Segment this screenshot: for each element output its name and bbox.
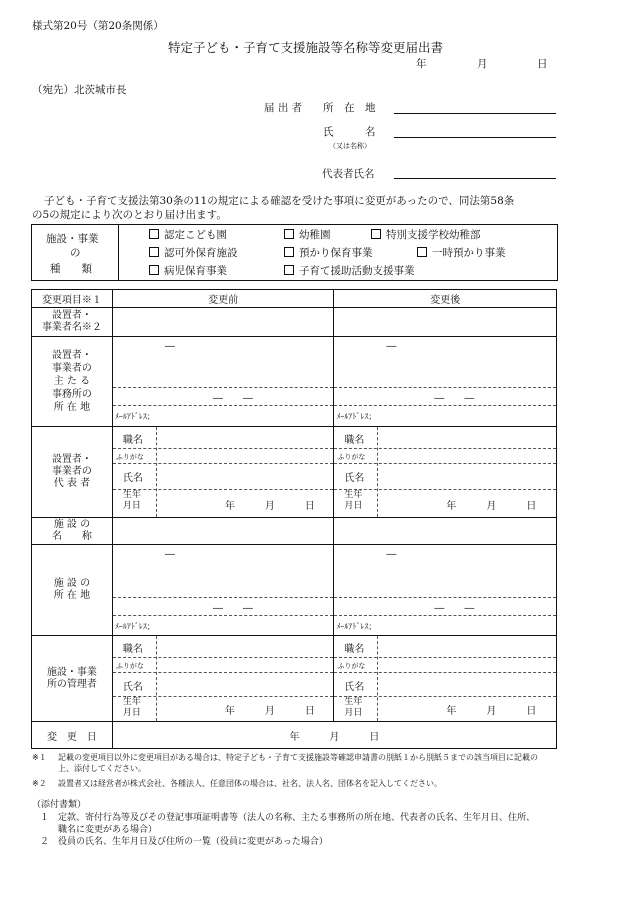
mail-label: ﾒｰﾙｱﾄﾞﾚｽ；: [114, 412, 155, 421]
option-ichiji[interactable]: [417, 245, 506, 260]
row-label-manager: 施設・事業 所の管理者: [32, 636, 113, 722]
row-label-name: 設置者・ 事業者名※２: [32, 308, 113, 337]
shimei-label: 氏名: [122, 682, 143, 693]
facility-type-label-1: 施設・事業: [46, 233, 99, 245]
phone-dash: ― ―: [434, 393, 475, 404]
option-azukari[interactable]: [284, 245, 373, 260]
phone-dash: ― ―: [434, 603, 475, 614]
cell-before-rep[interactable]: [113, 427, 334, 517]
name-input-line[interactable]: [394, 137, 556, 138]
address-input-line[interactable]: [394, 113, 556, 114]
mail-label: ﾒｰﾙｱﾄﾞﾚｽ；: [336, 622, 377, 631]
furigana-label: ふりがな: [115, 662, 144, 670]
checkbox-icon[interactable]: [149, 247, 159, 257]
birth-ymd: 年 月 日: [446, 706, 537, 717]
attachment-1-line-2: 職名に変更がある場合）: [58, 825, 158, 835]
birth-label: 生年 月日: [122, 490, 141, 511]
option-tokubetsu[interactable]: [371, 227, 481, 242]
cell-before-fac-addr[interactable]: [113, 545, 334, 635]
birth-label: 生年 月日: [344, 490, 363, 511]
cell-before-fac-name[interactable]: [112, 518, 334, 545]
postal-dash: ―: [386, 549, 397, 560]
option-label: 認定こども園: [164, 229, 227, 241]
birth-label: 生年 月日: [344, 697, 363, 718]
option-label: 特別支援学校幼稚部: [386, 229, 481, 241]
cell-before-address[interactable]: [113, 337, 334, 426]
intro-line-1: 子ども・子育て支援法第30条の11の規定による確認を受けた事項に変更があったので、同法第58条: [44, 195, 515, 207]
mail-label: ﾒｰﾙｱﾄﾞﾚｽ；: [336, 412, 377, 421]
note-2-line-1: 設置者又は経営者が株式会社、各種法人、任意団体の場合は、社名、法人名、団体名を記入してください。: [58, 779, 442, 788]
shokumei-label: 職名: [344, 435, 365, 446]
row-label-fac-addr: 施 設 の 所 在 地: [32, 545, 113, 636]
shimei-label: 氏名: [122, 473, 143, 484]
cell-before-name[interactable]: [112, 308, 334, 337]
note-1-mark: ※１: [32, 753, 47, 762]
mail-label: ﾒｰﾙｱﾄﾞﾚｽ；: [114, 622, 155, 631]
postal-dash: ―: [164, 341, 175, 352]
birth-ymd: 年 月 日: [224, 706, 315, 717]
row-label-change-date: 変 更 日: [32, 722, 113, 749]
shokumei-label: 職名: [122, 644, 143, 655]
row-label-fac-name: 施 設 の 名 称: [32, 518, 113, 545]
checkbox-icon[interactable]: [284, 247, 294, 257]
phone-dash: ― ―: [212, 393, 253, 404]
cell-after-address[interactable]: [334, 337, 556, 426]
birth-ymd: 年 月 日: [224, 501, 315, 512]
facility-type-box: [31, 224, 558, 281]
form-title: 特定子ども・子育て支援施設等名称等変更届出書: [168, 40, 444, 55]
date-day-label: 日: [537, 58, 548, 70]
shokumei-label: 職名: [122, 435, 143, 446]
rep-label: 代表者氏名: [322, 168, 375, 180]
col-header-after: 変更後: [334, 290, 557, 308]
cell-after-fac-name[interactable]: [334, 518, 557, 545]
note-1-line-1: 記載の変更項目以外に変更項目がある場合は、特定子ども・子育て支援施設等確認申請書の別紙１から別紙５までの該当項目に記載の: [58, 753, 538, 762]
note-1-line-2: 上、添付してください。: [58, 764, 146, 773]
cell-before-manager[interactable]: [113, 636, 334, 721]
shokumei-label: 職名: [344, 644, 365, 655]
facility-type-label-3: 種 類: [50, 263, 92, 275]
cell-after-fac-addr[interactable]: [334, 545, 556, 635]
intro-line-2: の5の規定により次のとおり届け出ます。: [32, 209, 227, 221]
furigana-label: ふりがな: [115, 453, 144, 461]
shimei-label: 氏名: [344, 473, 365, 484]
attachments-heading: （添付書類）: [32, 800, 87, 810]
furigana-label: ふりがな: [337, 453, 366, 461]
cell-after-manager[interactable]: [334, 636, 556, 721]
cell-after-rep[interactable]: [334, 427, 556, 517]
option-label: 子育て援助活動支援事業: [299, 265, 415, 277]
todokede-label: 届 出 者: [264, 102, 303, 114]
option-byouji[interactable]: [149, 263, 227, 278]
date-year-label: 年: [416, 58, 427, 70]
birth-label: 生年 月日: [122, 697, 141, 718]
attachment-2-line-1: 役員の氏名、生年月日及び住所の一覧（役員に変更があった場合）: [58, 837, 328, 847]
furigana-label: ふりがな: [337, 662, 366, 670]
phone-dash: ― ―: [212, 603, 253, 614]
postal-dash: ―: [164, 549, 175, 560]
facility-type-label-2: の: [70, 247, 81, 259]
attachment-1-no: １: [40, 813, 50, 823]
checkbox-icon[interactable]: [149, 229, 159, 239]
change-table: [31, 289, 557, 749]
address-label: 所 在 地: [323, 102, 376, 114]
birth-ymd: 年 月 日: [446, 501, 537, 512]
checkbox-icon[interactable]: [417, 247, 427, 257]
checkbox-icon[interactable]: [284, 265, 294, 275]
option-label: 一時預かり事業: [432, 247, 506, 259]
cell-after-name[interactable]: [334, 308, 557, 337]
option-label: 幼稚園: [299, 229, 331, 241]
postal-dash: ―: [386, 341, 397, 352]
note-2-mark: ※２: [32, 779, 47, 788]
attachment-1-line-1: 定款、寄付行為等及びその登記事項証明書等（法人の名称、主たる事務所の所在地、代表者の氏名、生年月日、住所、: [58, 813, 536, 823]
option-label: 病児保育事業: [164, 265, 227, 277]
option-youchien[interactable]: [284, 227, 331, 242]
col-header-before: 変更前: [112, 290, 334, 308]
checkbox-icon[interactable]: [149, 265, 159, 275]
checkbox-icon[interactable]: [284, 229, 294, 239]
row-label-rep: 設置者・ 事業者の 代 表 者: [32, 427, 113, 518]
date-month-label: 月: [477, 58, 488, 70]
form-number: 様式第20号（第20条関係）: [32, 20, 164, 32]
option-kosodate[interactable]: [284, 263, 415, 278]
row-label-address: 設置者・ 事業者の 主 た る 事務所の 所 在 地: [32, 337, 113, 427]
col-header-item: 変更項目※１: [32, 290, 113, 308]
option-label: 預かり保育事業: [299, 247, 373, 259]
facility-type-label-cell: [32, 225, 119, 280]
shimei-label: 氏名: [344, 682, 365, 693]
name-note: （又は名称）: [329, 142, 371, 150]
checkbox-icon[interactable]: [371, 229, 381, 239]
option-ninkagai[interactable]: [149, 245, 238, 260]
name-label: 氏 名: [323, 126, 376, 138]
option-nintei[interactable]: [149, 227, 227, 242]
addressee: （宛先）北茨城市長: [32, 84, 127, 96]
cell-change-date[interactable]: 年 月 日: [112, 722, 556, 749]
option-label: 認可外保育施設: [164, 247, 238, 259]
attachment-2-no: ２: [40, 837, 50, 847]
rep-input-line[interactable]: [394, 178, 556, 179]
